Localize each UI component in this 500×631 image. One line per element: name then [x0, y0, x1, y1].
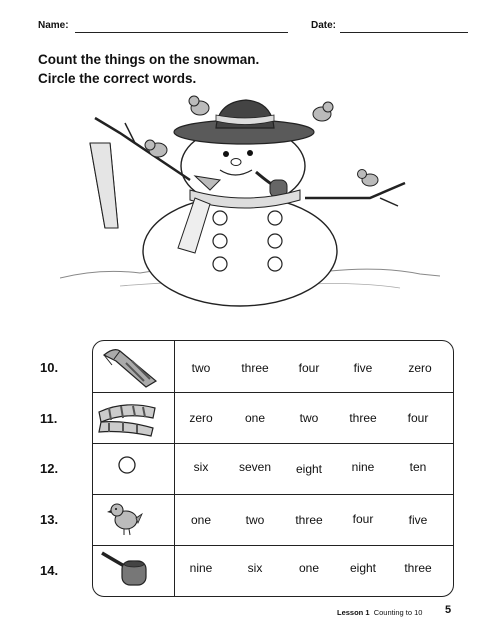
word-option[interactable]: one [244, 411, 266, 425]
word-option[interactable]: six [247, 561, 263, 575]
lesson-topic: Counting to 10 [373, 608, 423, 617]
word-option[interactable]: two [245, 513, 265, 527]
word-option[interactable]: two [191, 361, 211, 375]
word-option[interactable]: three [404, 561, 432, 575]
instruction-line-2: Circle the correct words. [38, 71, 197, 86]
word-option[interactable]: four [298, 361, 320, 375]
page-number: 5 [445, 604, 452, 616]
scarf-icon [95, 398, 161, 440]
row-divider [93, 545, 453, 546]
row-divider [93, 494, 453, 495]
word-option[interactable]: two [299, 411, 319, 425]
word-option[interactable]: seven [238, 460, 272, 474]
lesson-label: Lesson 1 [337, 608, 370, 617]
word-option[interactable]: four [407, 411, 429, 425]
word-option[interactable]: four [352, 512, 374, 526]
question-number: 11. [40, 411, 58, 426]
row-divider [93, 443, 453, 444]
word-option[interactable]: eight [295, 462, 323, 476]
question-number: 13. [40, 512, 59, 527]
instruction-line-1: Count the things on the snowman. [38, 52, 260, 67]
pipe-icon [98, 549, 156, 591]
row-divider [93, 392, 453, 393]
word-option[interactable]: five [408, 513, 428, 527]
word-option[interactable]: three [349, 411, 377, 425]
word-option[interactable]: eight [349, 561, 377, 575]
word-option[interactable]: five [353, 361, 373, 375]
name-field[interactable] [75, 32, 288, 33]
bird-icon [104, 498, 144, 538]
question-number: 10. [40, 360, 59, 375]
word-option[interactable]: one [298, 561, 320, 575]
word-option[interactable]: zero [189, 411, 213, 425]
date-field[interactable] [340, 32, 468, 33]
word-option[interactable]: nine [351, 460, 375, 474]
word-option[interactable]: three [295, 513, 323, 527]
word-option[interactable]: three [241, 361, 269, 375]
word-option[interactable]: ten [409, 460, 427, 474]
question-number: 14. [40, 563, 59, 578]
tie-icon [100, 345, 162, 389]
question-number: 12. [40, 461, 59, 476]
name-label: Name: [38, 20, 69, 31]
button-icon [117, 455, 137, 475]
footer-lesson [337, 608, 422, 617]
word-option[interactable]: one [190, 513, 212, 527]
date-label: Date: [311, 20, 337, 31]
word-option[interactable]: nine [189, 561, 213, 575]
word-option[interactable]: zero [408, 361, 432, 375]
snowman-illustration [60, 88, 440, 333]
word-option[interactable]: six [193, 460, 209, 474]
